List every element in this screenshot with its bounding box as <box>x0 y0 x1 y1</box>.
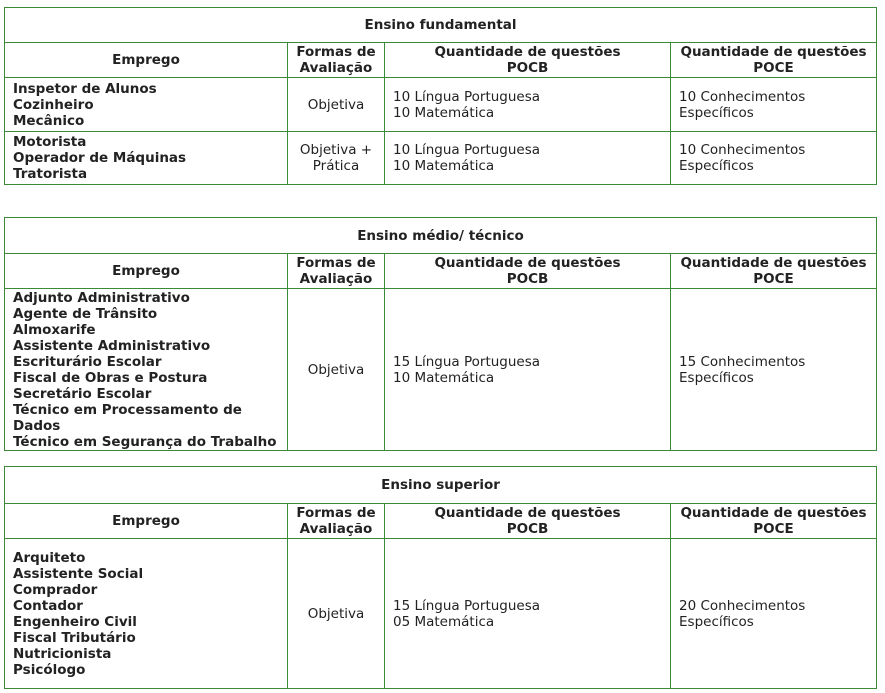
header-poce: Quantidade de questões POCE <box>671 43 877 78</box>
header-row <box>5 504 877 539</box>
table-row <box>5 132 877 185</box>
header-poce: Quantidade de questões POCE <box>671 504 877 539</box>
poce-cell: 20 Conhecimentos Específicos <box>671 539 877 689</box>
table-title: Ensino médio/ técnico <box>5 218 877 254</box>
pocb-cell: 15 Língua Portuguesa 05 Matemática <box>385 539 671 689</box>
header-pocb: Quantidade de questões POCB <box>385 254 671 289</box>
poce-cell: 10 Conhecimentos Específicos <box>671 78 877 132</box>
poce-cell: 10 Conhecimentos Específicos <box>671 132 877 185</box>
table-ensino-superior <box>4 466 877 689</box>
poce-cell: 15 Conhecimentos Específicos <box>671 289 877 451</box>
table-row <box>5 78 877 132</box>
eval-cell: Objetiva <box>288 539 385 689</box>
header-pocb: Quantidade de questões POCB <box>385 43 671 78</box>
header-emprego: Emprego <box>5 43 288 78</box>
header-formas: Formas de Avaliação <box>288 254 385 289</box>
table-ensino-fundamental <box>4 7 877 185</box>
pocb-cell: 10 Língua Portuguesa 10 Matemática <box>385 78 671 132</box>
pocb-cell: 10 Língua Portuguesa 10 Matemática <box>385 132 671 185</box>
header-row <box>5 254 877 289</box>
header-pocb: Quantidade de questões POCB <box>385 504 671 539</box>
header-formas: Formas de Avaliação <box>288 43 385 78</box>
pocb-cell: 15 Língua Portuguesa 10 Matemática <box>385 289 671 451</box>
table-row <box>5 539 877 689</box>
table-title: Ensino fundamental <box>5 8 877 43</box>
eval-cell: Objetiva + Prática <box>288 132 385 185</box>
eval-cell: Objetiva <box>288 78 385 132</box>
header-row <box>5 43 877 78</box>
jobs-cell: Adjunto Administrativo Agente de Trânsito Almoxarife Assistente Administrativo Escriturário Escolar Fiscal de Obras e Postura Secretário Escolar Técnico em Processamento de Dados Técnico em Segurança do Trabalho <box>5 289 288 451</box>
header-poce: Quantidade de questões POCE <box>671 254 877 289</box>
table-ensino-medio <box>4 217 877 451</box>
jobs-cell: Arquiteto Assistente Social Comprador Contador Engenheiro Civil Fiscal Tributário Nutricionista Psicólogo <box>5 539 288 689</box>
table-title: Ensino superior <box>5 467 877 504</box>
table-row <box>5 289 877 451</box>
header-emprego: Emprego <box>5 504 288 539</box>
jobs-cell: Motorista Operador de Máquinas Tratorista <box>5 132 288 185</box>
header-formas: Formas de Avaliação <box>288 504 385 539</box>
eval-cell: Objetiva <box>288 289 385 451</box>
jobs-cell: Inspetor de Alunos Cozinheiro Mecânico <box>5 78 288 132</box>
header-emprego: Emprego <box>5 254 288 289</box>
